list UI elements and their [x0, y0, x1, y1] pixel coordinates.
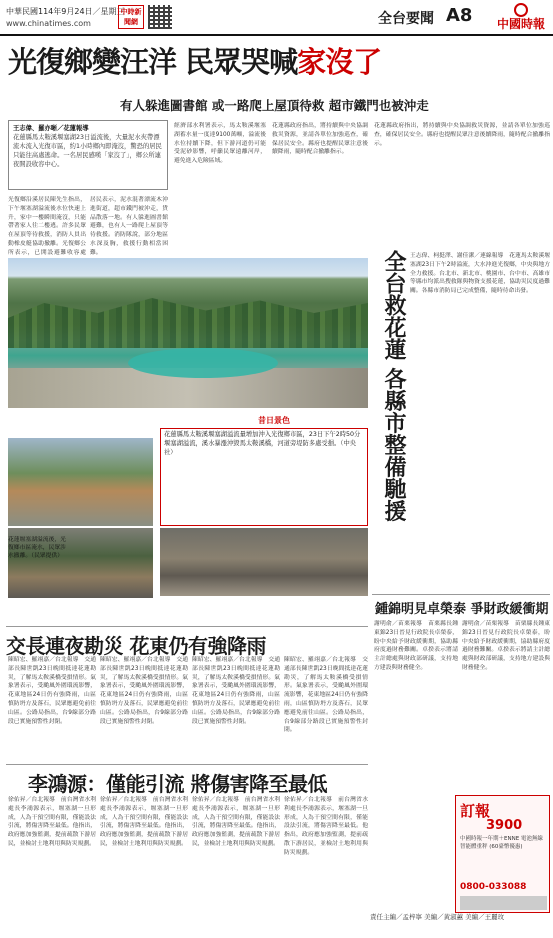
side-body-text: 王志偉、柯挺澤、謝佳潔／連線報導 花蓮馬太鞍溪堰塞湖23日下午2時溢流，大水沖進光復鄉，中央與地方全力救援。台北市、新北市、桃園市、台中市、高雄市等縣市均派出搜救隊與物資支援花蓮，協助災民度過難關。各縣市消防局已完成整備，隨時待命出發。	[410, 253, 550, 295]
photo-inset-title: 昔日景色	[258, 416, 290, 425]
editor-credit: 責任主編／孟梓寧 美編／黃淑蕙 美編／王麗玫	[370, 913, 505, 921]
ad-description: 中國時報一年期＋ENNE 電池無線智能體重秤 (60臺幣優惠)	[460, 836, 543, 850]
section3-col1: 徐佑昇／台北報導 前台灣省水利處長李鴻源表示，堰塞湖一旦形成，人為干預空間有限，僅能設法引流，將傷害降至最低。他指出，政府應加強監測，提前疏散下游居民，並檢討土地利用與防災規劃。	[8, 797, 96, 847]
main-headline	[8, 40, 548, 81]
website-url[interactable]: www.chinatimes.com	[6, 19, 91, 28]
lead-box	[8, 120, 168, 190]
page-number: A8	[446, 5, 473, 26]
section-divider-2	[6, 764, 368, 765]
ad-product-image	[460, 896, 547, 910]
section2-headline: 交長連夜勘災 花東仍有強降雨	[6, 634, 266, 658]
body-column-5: 花蓮縣政府指出，將持續與中央協調救災資源，並請各單位加強巡查，確保居民安全。縣府也提醒民眾注意後續降雨，隨時配合撤離指示。	[374, 123, 550, 147]
section-divider	[6, 626, 368, 627]
side-divider	[372, 594, 550, 595]
ad-title: 訂報	[460, 802, 491, 820]
qr-code-icon	[148, 5, 172, 29]
newspaper-name: 中國時報	[496, 17, 545, 31]
issue-date: 中華民國114年9月24日／星期三	[6, 7, 125, 16]
lake-aerial-photo	[8, 258, 368, 408]
section2-col1: 陳昭宏、羅翊嘉／台北報導 交通部長陳世凱23日晚間抵達花蓮勘災，了解馬太鞍溪橋受損情形。氣象署表示，受颱風外圍環流影響，花東地區24日仍有強降雨，山區慎防坍方及落石，民眾應避免前往山區。公路局指出，台9線部分路段已實施預警性封閉。	[8, 657, 96, 725]
news-logo-small: 中時新聞網	[118, 5, 144, 29]
side-vertical-headline: 全台救花蓮 各縣市整備馳援	[381, 250, 407, 522]
body-column-4: 花蓮縣政府指出，將持續與中央協調救災資源，並請各單位加強巡查，確保居民安全。縣府也提醒民眾注意後續降雨，隨時配合撤離指示。	[272, 123, 368, 156]
section2-col2: 陳昭宏、羅翊嘉／台北報導 交通部長陳世凱23日晚間抵達花蓮勘災，了解馬太鞍溪橋受損情形。氣象署表示，受颱風外圍環流影響，花東地區24日仍有強降雨，山區慎防坍方及落石，民眾應避免前往山區。公路局指出，台9線部分路段已實施預警性封閉。	[100, 657, 188, 725]
newspaper-logo	[493, 2, 549, 34]
body-column-3: 經濟部水利署表示，馬太鞍溪堰塞湖蓄水量一度達9100萬噸，溢流後水位持續下降，但下游河道仍可能受泥砂影響，呼籲民眾遠離河岸，避免進入危險區域。	[174, 123, 266, 165]
section3-headline: 李鴻源：僅能引流 將傷害降至最低	[28, 772, 327, 796]
body-column-2: 居民表示，泥水混著漂流木沖進街道，超市鐵門被沖走，貨品散落一地。有人躲進圖書館避難，也有人一路爬上屋頂等待救援。消防隊說，部分地區水深及胸，救援行動相當困難。	[90, 197, 168, 256]
section3-col2: 徐佑昇／台北報導 前台灣省水利處長李鴻源表示，堰塞湖一旦形成，人為干預空間有限，僅能設法引流，將傷害降至最低。他指出，政府應加強監測，提前疏散下游居民，並檢討土地利用與防災規劃。	[100, 797, 188, 847]
photo-caption-main: 花蓮縣馬太鞍溪堰塞湖溢流量增加沖入光復鄉市區，23日下午2時50分堰塞湖溢流，溪水暴漲沖毀馬太鞍溪橋，河道旁堤防多處受損。（中央社）	[164, 431, 361, 456]
side-headline: 鍾錦明見卓榮泰 爭財政緩衝期	[375, 602, 549, 617]
headline-part1: 光復鄉變汪洋 民眾哭喊	[8, 45, 298, 79]
photo-caption-left: 花蓮堰塞湖溢流後，光復鄉市區淹水，民眾涉水撤離。（民眾提供）	[8, 537, 66, 559]
subscription-ad[interactable]	[455, 795, 550, 913]
section-label: 全台要聞	[378, 11, 434, 27]
side2-col2: 謝明俞／苗栗報導 苗栗縣長鍾東錦23日晉見行政院長卓榮泰，盼中央給予財政緩衝期，協助縣府度過財務難關。卓揆表示將請主計總處與財政部研議，支持地方建設與財務健全。	[462, 621, 550, 671]
section3-col4: 徐佑昇／台北報導 前台灣省水利處長李鴻源表示，堰塞湖一旦形成，人為干預空間有限，僅能設法引流，將傷害降至最低。他指出，政府應加強監測，提前疏散下游居民，並檢討土地利用與防災規劃。	[284, 797, 368, 856]
ad-price: 3900	[486, 818, 523, 833]
lead-byline: 王志偉、羅亦晰／花蓮報導	[13, 125, 89, 132]
section2-col3: 陳昭宏、羅翊嘉／台北報導 交通部長陳世凱23日晚間抵達花蓮勘災，了解馬太鞍溪橋受損情形。氣象署表示，受颱風外圍環流影響，花東地區24日仍有強降雨，山區慎防坍方及落石，民眾應避免前往山區。公路局指出，台9線部分路段已實施預警性封閉。	[192, 657, 280, 725]
section3-col3: 徐佑昇／台北報導 前台灣省水利處長李鴻源表示，堰塞湖一旦形成，人為干預空間有限，僅能設法引流，將傷害降至最低。他指出，政府應加強監測，提前疏散下游居民，並檢討土地利用與防災規劃。	[192, 797, 280, 847]
flood-street-photo	[8, 438, 153, 526]
body-column-1: 光復鄉沿溪居民陳先生指出，下午堰塞湖溢流後水位快速上升，家中一樓瞬間淹沒，只能帶著家人往二樓逃。許多民眾在屋頂等待救援，消防人員出動橡皮艇協助撤離。光復鄉公所表示，已開設避難收容處	[8, 197, 86, 256]
sub-headline: 有人躲進圖書館 或一路爬上屋頂待救 超市鐵門也被沖走	[120, 98, 429, 113]
logo-emblem-icon	[514, 3, 528, 17]
flooded-bus-photo	[160, 528, 368, 596]
section2-col4: 陳昭宏、羅翊嘉／台北報導 交通部長陳世凱23日晚間抵達花蓮勘災，了解馬太鞍溪橋受損情形。氣象署表示，受颱風外圍環流影響，花東地區24日仍有強降雨，山區慎防坍方及落石，民眾應避免前往山區。公路局指出，台9線部分路段已實施預警性封閉。	[284, 657, 368, 734]
ad-phone[interactable]: 0800-033088	[460, 882, 527, 892]
side2-col1: 謝明俞／苗栗報導 苗栗縣長鍾東錦23日晉見行政院長卓榮泰，盼中央給予財政緩衝期，協助縣府度過財務難關。卓揆表示將請主計總處與財政部研議，支持地方建設與財務健全。	[374, 621, 458, 671]
lead-text: 花蓮縣馬太鞍溪堰塞湖23日溢流後，大量泥水夾帶漂流木流入光復市區，約1小時鄉內即淹沒，驚恐的居民只能往高處逃命。一名居民感嘆「家沒了」，鄉公所連夜開設收容中心。	[13, 134, 162, 168]
headline-part2: 家沒了	[297, 45, 382, 79]
